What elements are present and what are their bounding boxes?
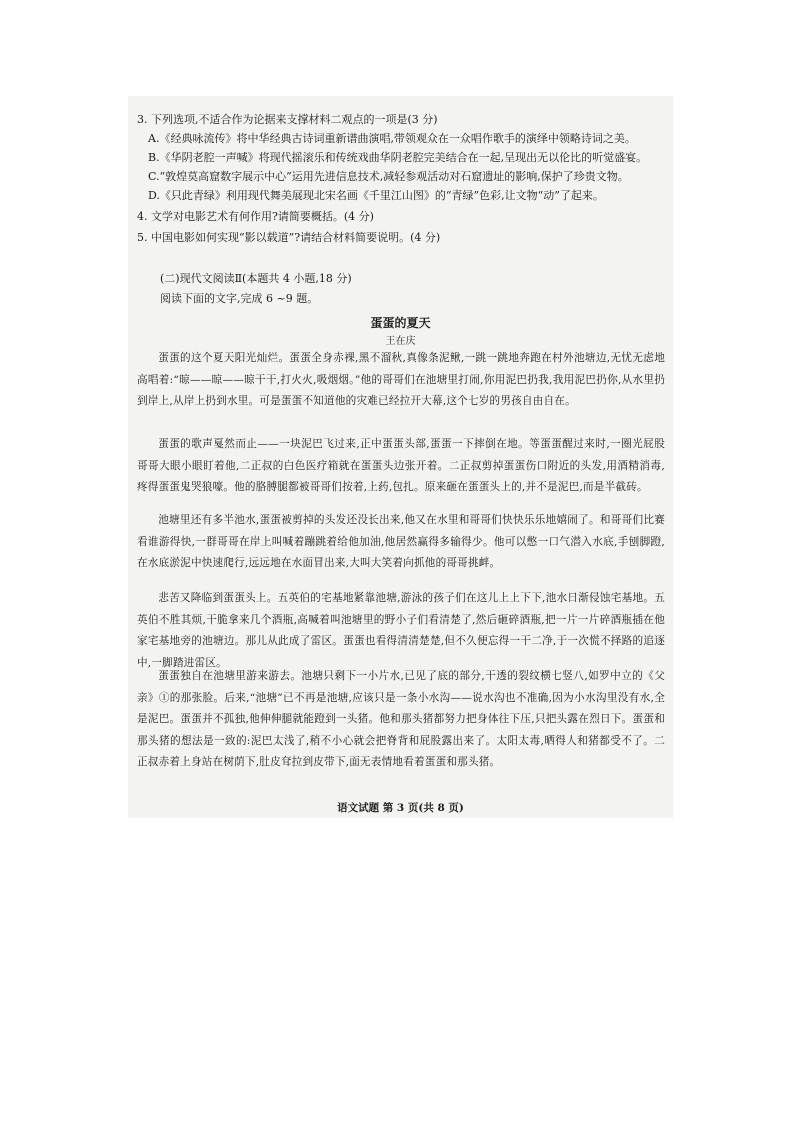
question-3-option-a: A.《经典咏流传》将中华经典古诗词重新谱曲演唱,带领观众在一众唱作歌手的演绎中领略诗词之美。 <box>148 132 636 145</box>
section-instruction: 阅读下面的文字,完成 6 ~9 题。 <box>160 292 319 305</box>
story-paragraph-4: 悲苦又降临到蛋蛋头上。五英伯的宅基地紧靠池塘,游泳的孩子们在这儿上上下下,池水日渐侵蚀宅基地。五英伯不胜其烦,干脆拿来几个酒瓶,高喊着叫池塘里的野小子们看清楚了,然后砸碎酒瓶,把一片一片碎酒瓶插在他家宅基地旁的池塘边。那儿从此成了雷区。蛋蛋也看得清清楚楚,但不久便忘得一干二净,于一次慌不择路的追逐中,一脚踏进雷区。 <box>137 592 665 669</box>
question-4: 4. 文学对电影艺术有何作用?请简要概括。(4 分) <box>137 210 374 223</box>
story-paragraph-2: 蛋蛋的歌声戛然而止——一块泥巴飞过来,正中蛋蛋头部,蛋蛋一下摔倒在地。等蛋蛋醒过来时,一圈光屁股哥哥大眼小眼盯着他,二正叔的白色医疗箱就在蛋蛋头边张开着。二正叔剪掉蛋蛋伤口附近的头发,用酒精消毒,疼得蛋蛋鬼哭狼嚎。他的胳膊腿都被哥哥们按着,上药,包扎。原来砸在蛋蛋头上的,并不是泥巴,而是半截砖。 <box>137 438 665 494</box>
question-3-option-c: C.“敦煌莫高窟数字展示中心”运用先进信息技术,减轻参观活动对石窟遗址的影响,保护了珍贵文物。 <box>148 170 629 183</box>
section-heading: (二)现代文阅读Ⅱ(本题共 4 小题,18 分) <box>160 272 352 285</box>
story-paragraph-1: 蛋蛋的这个夏天阳光灿烂。蛋蛋全身赤裸,黑不溜秋,真像条泥鳅,一跳一跳地奔跑在村外池塘边,无忧无虑地高唱着:“晾——晾——晾干干,打火火,吸烟烟。”他的哥哥们在池塘里打闹,你用泥巴扔我,我用泥巴扔你,从水里扔到岸上,从岸上扔到水里。可是蛋蛋不知道他的灾难已经拉开大幕,这个七岁的男孩自由自在。 <box>137 352 665 408</box>
question-5: 5. 中国电影如何实现“影以载道”?请结合材料简要说明。(4 分) <box>137 231 441 244</box>
story-author: 王在庆 <box>385 336 416 347</box>
question-3-stem: 3. 下列选项,不适合作为论据来支撑材料二观点的一项是(3 分) <box>137 113 438 126</box>
story-title: 蛋蛋的夏天 <box>370 316 431 330</box>
question-3-option-d: D.《只此青绿》利用现代舞美展现北宋名画《千里江山图》的“青绿”色彩,让文物“动”了起来。 <box>148 189 604 202</box>
question-3-option-b: B.《华阴老腔一声喊》将现代摇滚乐和传统戏曲华阴老腔完美结合在一起,呈现出无以伦比的听觉盛宴。 <box>148 151 648 164</box>
story-paragraph-3: 池塘里还有多半池水,蛋蛋被剪掉的头发还没长出来,他又在水里和哥哥们快快乐乐地嬉闹了。和哥哥们比赛看谁游得快,一群哥哥在岸上叫喊着蹦跳着给他加油,他居然赢得多输得少。他可以憋一口气潜入水底,手刨脚蹬,在水底淤泥中快速爬行,远远地在水面冒出来,大叫大笑着向抓他的哥哥挑衅。 <box>137 514 665 570</box>
page-footer: 语文试题 第 3 页(共 8 页) <box>337 802 464 814</box>
story-paragraph-5: 蛋蛋独自在池塘里游来游去。池塘只剩下一小片水,已见了底的部分,干透的裂纹横七竖八,如罗中立的《父亲》①的那张脸。后来,“池塘”已不再是池塘,应该只是一条小水沟——说水沟也不准确,因为小水沟里没有水,全是泥巴。蛋蛋并不孤独,他伸伸腿就能蹬到一头猪。他和那头猪都努力把身体往下压,只把头露在烈日下。蛋蛋和那头猪的想法是一致的:泥巴太浅了,稍不小心就会把脊背和屁股露出来了。太阳太毒,晒得人和猪都受不了。二正叔赤着上身站在树荫下,肚皮耷拉到皮带下,面无表情地看着蛋蛋和那头猪。 <box>137 670 665 769</box>
